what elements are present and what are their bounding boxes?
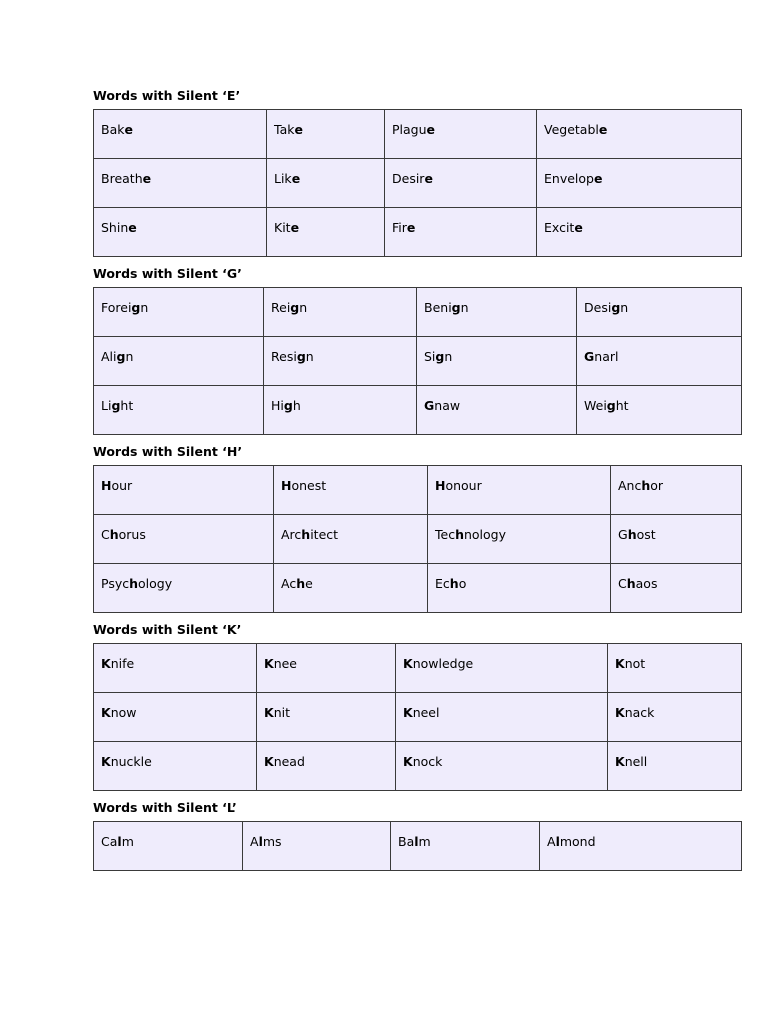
- table-cell: [274, 466, 428, 515]
- table-row: [94, 110, 742, 159]
- table-cell: [94, 822, 243, 871]
- word-text: Bake: [101, 122, 133, 137]
- table-row: [94, 337, 742, 386]
- table-cell: [396, 742, 608, 791]
- table-cell: [264, 288, 417, 337]
- table-row: [94, 466, 742, 515]
- table-cell: [608, 693, 742, 742]
- table-cell: [274, 515, 428, 564]
- word-text: Ghost: [618, 527, 656, 542]
- word-text: Design: [584, 300, 629, 315]
- word-text: Honest: [281, 478, 327, 493]
- table-cell: [267, 159, 385, 208]
- word-text: Envelope: [544, 171, 603, 186]
- word-text: Balm: [398, 834, 431, 849]
- word-text: Knell: [615, 754, 648, 769]
- table-row: [94, 386, 742, 435]
- word-text: Sign: [424, 349, 453, 364]
- word-text: Knot: [615, 656, 646, 671]
- table-cell: [396, 644, 608, 693]
- words-table: [93, 821, 742, 871]
- word-text: Reign: [271, 300, 308, 315]
- table-cell: [267, 208, 385, 257]
- table-cell: [417, 386, 577, 435]
- table-cell: [94, 288, 264, 337]
- table-cell: [94, 742, 257, 791]
- word-text: Resign: [271, 349, 314, 364]
- words-table: [93, 643, 742, 791]
- word-text: Kneel: [403, 705, 440, 720]
- section-silent-l: [93, 801, 741, 871]
- table-cell: [428, 564, 611, 613]
- word-text: Ache: [281, 576, 313, 591]
- word-text: Almond: [547, 834, 596, 849]
- word-text: Excite: [544, 220, 583, 235]
- table-row: [94, 208, 742, 257]
- word-text: Architect: [281, 527, 339, 542]
- table-cell: [94, 337, 264, 386]
- table-cell: [257, 693, 396, 742]
- table-cell: [385, 208, 537, 257]
- section-heading: Words with Silent ‘G’: [93, 266, 242, 281]
- table-cell: [611, 564, 742, 613]
- table-cell: [257, 742, 396, 791]
- table-cell: [264, 337, 417, 386]
- word-text: Take: [274, 122, 303, 137]
- table-cell: [537, 208, 742, 257]
- table-cell: [417, 288, 577, 337]
- word-text: Chaos: [618, 576, 658, 591]
- table-row: [94, 822, 742, 871]
- word-text: Benign: [424, 300, 469, 315]
- word-text: Anchor: [618, 478, 664, 493]
- table-cell: [428, 515, 611, 564]
- word-text: Desire: [392, 171, 433, 186]
- table-row: [94, 159, 742, 208]
- table-cell: [540, 822, 742, 871]
- word-text: Plague: [392, 122, 436, 137]
- section-heading: Words with Silent ‘L’: [93, 800, 237, 815]
- table-cell: [537, 110, 742, 159]
- word-text: Echo: [435, 576, 467, 591]
- table-cell: [267, 110, 385, 159]
- section-silent-e: [93, 89, 741, 257]
- word-text: Kite: [274, 220, 300, 235]
- word-text: Honour: [435, 478, 482, 493]
- word-text: Shine: [101, 220, 137, 235]
- table-cell: [94, 515, 274, 564]
- table-cell: [243, 822, 391, 871]
- table-cell: [611, 466, 742, 515]
- table-cell: [396, 693, 608, 742]
- table-cell: [94, 466, 274, 515]
- word-text: Knowledge: [403, 656, 474, 671]
- table-row: [94, 288, 742, 337]
- word-text: Breathe: [101, 171, 152, 186]
- section-silent-g: [93, 267, 741, 435]
- word-text: Know: [101, 705, 137, 720]
- section-heading: Words with Silent ‘K’: [93, 622, 242, 637]
- section-silent-h: [93, 445, 741, 613]
- word-text: Technology: [435, 527, 507, 542]
- section-silent-k: [93, 623, 741, 791]
- word-text: Chorus: [101, 527, 146, 542]
- word-text: Light: [101, 398, 134, 413]
- word-text: Knock: [403, 754, 443, 769]
- table-cell: [577, 337, 742, 386]
- table-cell: [385, 110, 537, 159]
- table-row: [94, 693, 742, 742]
- word-text: Knack: [615, 705, 655, 720]
- word-text: Foreign: [101, 300, 149, 315]
- table-cell: [94, 110, 267, 159]
- table-cell: [94, 644, 257, 693]
- table-cell: [417, 337, 577, 386]
- table-row: [94, 742, 742, 791]
- word-text: High: [271, 398, 301, 413]
- word-text: Calm: [101, 834, 134, 849]
- table-cell: [537, 159, 742, 208]
- table-row: [94, 564, 742, 613]
- table-cell: [577, 386, 742, 435]
- table-cell: [274, 564, 428, 613]
- table-cell: [577, 288, 742, 337]
- table-cell: [94, 159, 267, 208]
- word-text: Psychology: [101, 576, 173, 591]
- table-cell: [94, 564, 274, 613]
- table-cell: [428, 466, 611, 515]
- word-text: Knead: [264, 754, 305, 769]
- table-cell: [608, 742, 742, 791]
- table-cell: [94, 693, 257, 742]
- words-table: [93, 109, 742, 257]
- word-text: Gnaw: [424, 398, 461, 413]
- table-row: [94, 515, 742, 564]
- words-table: [93, 465, 742, 613]
- table-cell: [385, 159, 537, 208]
- word-text: Knee: [264, 656, 297, 671]
- word-text: Knuckle: [101, 754, 152, 769]
- word-text: Vegetable: [544, 122, 608, 137]
- table-cell: [257, 644, 396, 693]
- section-heading: Words with Silent ‘E’: [93, 88, 241, 103]
- table-cell: [264, 386, 417, 435]
- table-cell: [391, 822, 540, 871]
- section-heading: Words with Silent ‘H’: [93, 444, 243, 459]
- word-text: Alms: [250, 834, 282, 849]
- table-cell: [611, 515, 742, 564]
- table-cell: [94, 386, 264, 435]
- table-cell: [94, 208, 267, 257]
- word-text: Knit: [264, 705, 290, 720]
- word-text: Gnarl: [584, 349, 619, 364]
- word-text: Fire: [392, 220, 416, 235]
- table-cell: [608, 644, 742, 693]
- word-text: Align: [101, 349, 134, 364]
- word-text: Knife: [101, 656, 135, 671]
- word-text: Weight: [584, 398, 629, 413]
- word-text: Like: [274, 171, 301, 186]
- word-text: Hour: [101, 478, 133, 493]
- words-table: [93, 287, 742, 435]
- table-row: [94, 644, 742, 693]
